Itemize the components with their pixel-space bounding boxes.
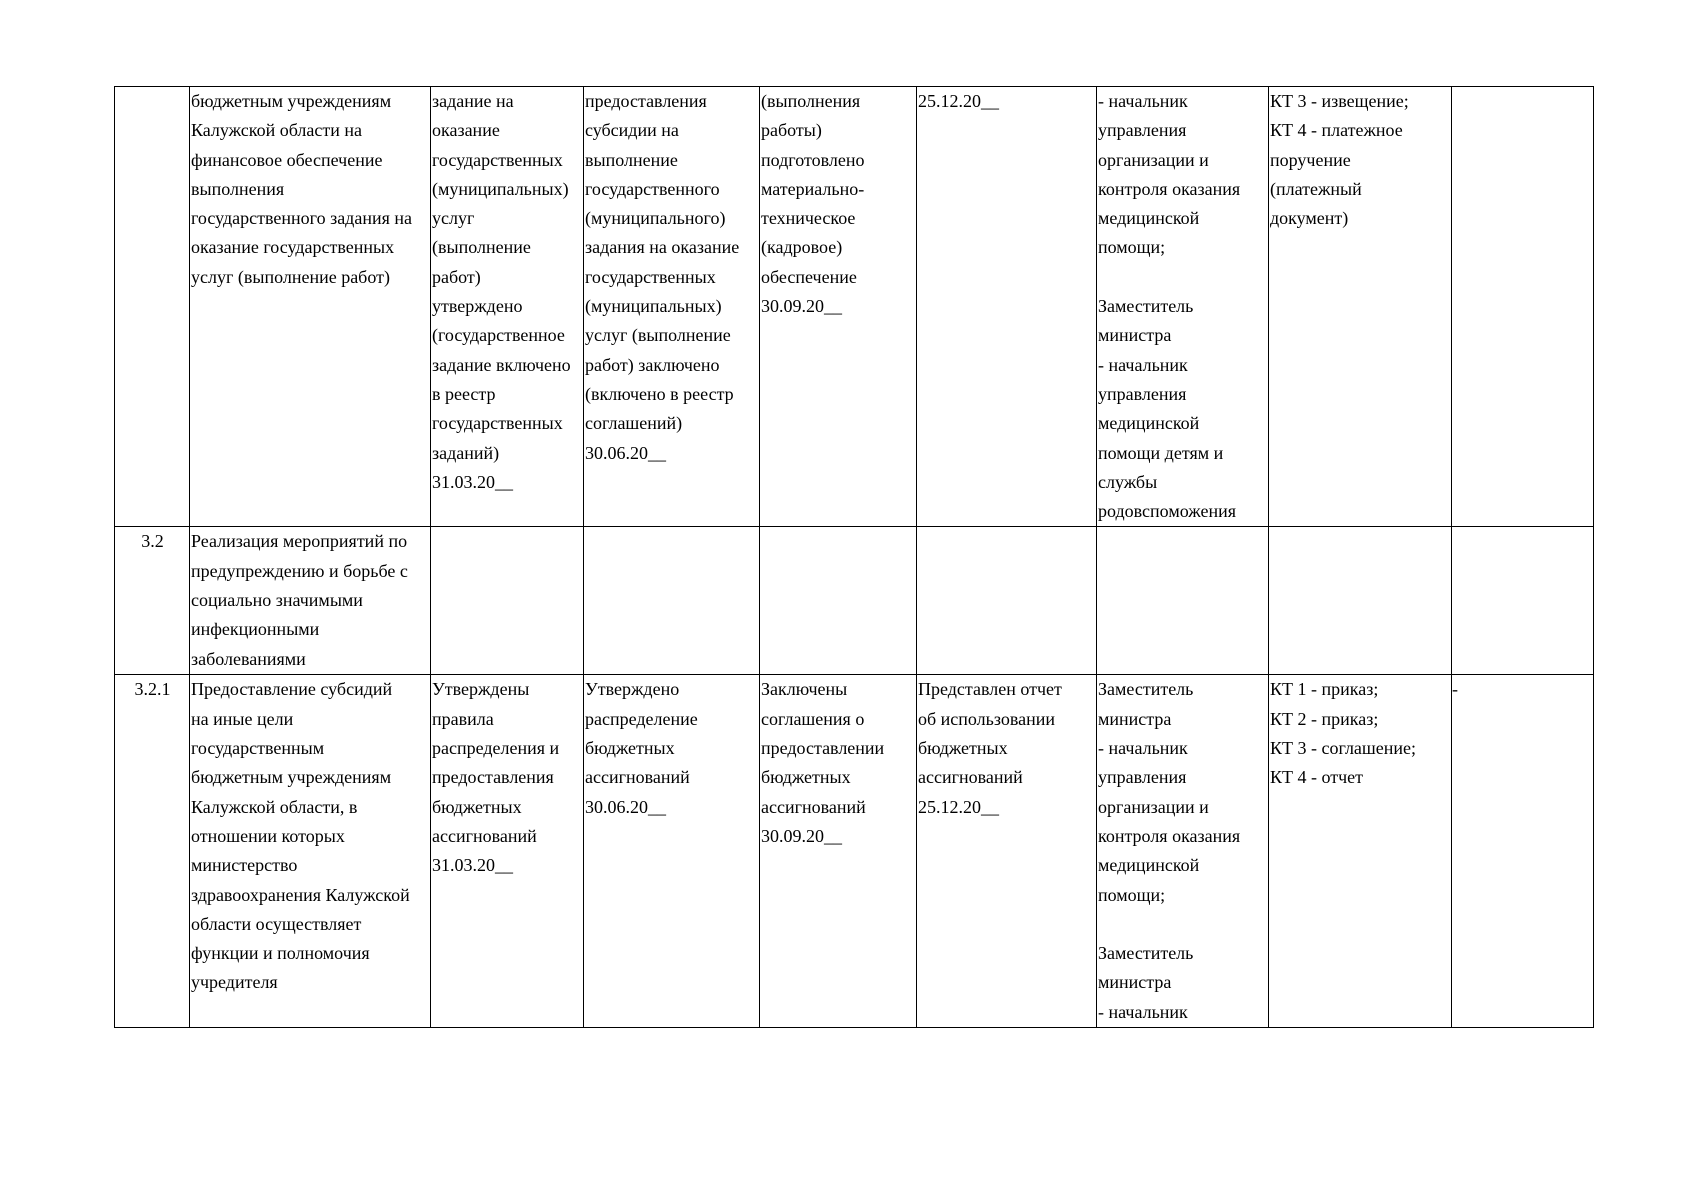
note-cell	[1452, 87, 1594, 527]
activity-name: Реализация мероприятий по предупреждению и борьбе с социально значимыми инфекционными заболеваниями	[191, 531, 408, 669]
checkpoint-4-cell	[917, 527, 1097, 675]
note-cell	[1452, 675, 1594, 1028]
checkpoint-1-cell	[431, 527, 584, 675]
checkpoint-3-text: (выполнения работы) подготовлено материально- техническое (кадровое) обеспечение 30.09.20__	[761, 91, 865, 317]
activity-name-cell	[190, 527, 431, 675]
row-number-cell	[115, 87, 190, 527]
checkpoint-3-text: Заключены соглашения о предоставлении бюджетных ассигнований 30.09.20__	[761, 679, 885, 846]
responsible-text: - начальник управления организации и контроля оказания медицинской помощи; Заместитель министра - начальник управления медицинской помощи детям и службы родовспоможения	[1098, 91, 1241, 522]
activity-name-cell	[190, 675, 431, 1028]
checkpoint-3-cell	[760, 675, 917, 1028]
checkpoint-1-cell	[431, 87, 584, 527]
activity-name: бюджетным учреждениям Калужской области на финансовое обеспечение выполнения государственного задания на оказание государственных услуг (выполнение работ)	[191, 91, 413, 287]
checkpoint-2-cell	[584, 527, 760, 675]
documents-cell	[1269, 527, 1452, 675]
row-number: 3.2	[141, 531, 164, 552]
note-text: -	[1452, 679, 1458, 700]
row-number: 3.2.1	[134, 679, 171, 700]
activity-name: Предоставление субсидий на иные цели государственным бюджетным учреждениям Калужской области, в отношении которых министерство здравоохранения Калужской области осуществляет функции и полномочия учредителя	[191, 679, 410, 993]
responsible-text: Заместитель министра - начальник управления организации и контроля оказания медицинской помощи; Заместитель министра - начальник	[1098, 679, 1241, 1022]
checkpoint-1-text: Утверждены правила распределения и предоставления бюджетных ассигнований 31.03.20__	[432, 679, 560, 876]
checkpoint-4-text: 25.12.20__	[918, 91, 999, 111]
checkpoint-2-text: Утверждено распределение бюджетных ассигнований 30.06.20__	[585, 679, 698, 817]
documents-text: КТ 1 - приказ; КТ 2 - приказ; КТ 3 - соглашение; КТ 4 - отчет	[1270, 679, 1417, 788]
responsible-cell	[1097, 675, 1269, 1028]
checkpoint-2-cell	[584, 87, 760, 527]
plan-table	[114, 86, 1594, 1028]
checkpoint-1-cell	[431, 675, 584, 1028]
activity-name-cell	[190, 87, 431, 527]
checkpoint-2-cell	[584, 675, 760, 1028]
checkpoint-4-text: Представлен отчет об использовании бюджетных ассигнований 25.12.20__	[918, 679, 1062, 817]
note-cell	[1452, 527, 1594, 675]
table-row	[115, 87, 1594, 527]
checkpoint-4-cell	[917, 87, 1097, 527]
checkpoint-1-text: задание на оказание государственных (муниципальных) услуг (выполнение работ) утверждено (государственное задание включено в реестр государственных заданий) 31.03.20__	[432, 91, 571, 492]
checkpoint-3-cell	[760, 87, 917, 527]
row-number-cell	[115, 675, 190, 1028]
checkpoint-4-cell	[917, 675, 1097, 1028]
documents-text: КТ 3 - извещение; КТ 4 - платежное поручение (платежный документ)	[1270, 91, 1409, 229]
table-row	[115, 527, 1594, 675]
table-row	[115, 675, 1594, 1028]
responsible-cell	[1097, 527, 1269, 675]
documents-cell	[1269, 87, 1452, 527]
documents-cell	[1269, 675, 1452, 1028]
checkpoint-3-cell	[760, 527, 917, 675]
row-number-cell	[115, 527, 190, 675]
responsible-cell	[1097, 87, 1269, 527]
checkpoint-2-text: предоставления субсидии на выполнение государственного (муниципального) задания на оказание государственных (муниципальных) услуг (выполнение работ) заключено (включено в реестр соглашений) 30.06.20__	[585, 91, 740, 463]
